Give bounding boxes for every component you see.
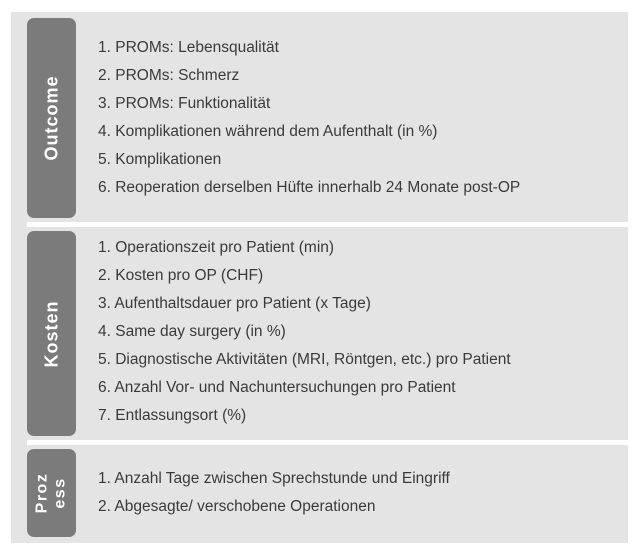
list-item: 4. Komplikationen während dem Aufenthalt (in %): [98, 123, 438, 140]
tab-kosten: [27, 231, 76, 436]
list-item: 6. Anzahl Vor- und Nachuntersuchungen pro Patient: [98, 379, 456, 396]
tab-kosten-label: Kosten: [41, 299, 62, 368]
section-outcome: [11, 18, 628, 218]
list-item: 3. PROMs: Funktionalität: [98, 95, 271, 112]
tab-outcome: [27, 18, 76, 218]
list-item: 1. Anzahl Tage zwischen Sprechstunde und Eingriff: [98, 470, 450, 487]
tab-outcome-label: Outcome: [41, 75, 62, 161]
list-item: 5. Komplikationen: [98, 151, 222, 168]
tab-prozess-label-line2: ess: [51, 477, 69, 509]
section-kosten: [11, 231, 628, 436]
list-item: 1. PROMs: Lebensqualität: [98, 39, 279, 56]
prozess-list: [98, 465, 450, 521]
list-item: 2. Kosten pro OP (CHF): [98, 267, 264, 284]
kosten-list: [98, 234, 511, 430]
tab-prozess-label-line1: Proz: [33, 472, 51, 514]
list-item: 1. Operationszeit pro Patient (min): [98, 239, 335, 256]
indicator-panel: [11, 12, 628, 543]
list-item: 6. Reoperation derselben Hüfte innerhalb 24 Monate post-OP: [98, 179, 521, 196]
outcome-list: [98, 34, 520, 202]
list-item: 7. Entlassungsort (%): [98, 407, 247, 424]
tab-prozess: [27, 449, 76, 537]
list-item: 4. Same day surgery (in %): [98, 323, 286, 340]
section-divider: [27, 440, 628, 445]
list-item: 3. Aufenthaltsdauer pro Patient (x Tage): [98, 295, 371, 312]
tab-prozess-label: [33, 473, 69, 514]
section-divider: [27, 222, 628, 227]
list-item: 2. Abgesagte/ verschobene Operationen: [98, 498, 376, 515]
list-item: 2. PROMs: Schmerz: [98, 67, 240, 84]
section-prozess: [11, 449, 628, 537]
list-item: 5. Diagnostische Aktivitäten (MRI, Röntgen, etc.) pro Patient: [98, 351, 511, 368]
